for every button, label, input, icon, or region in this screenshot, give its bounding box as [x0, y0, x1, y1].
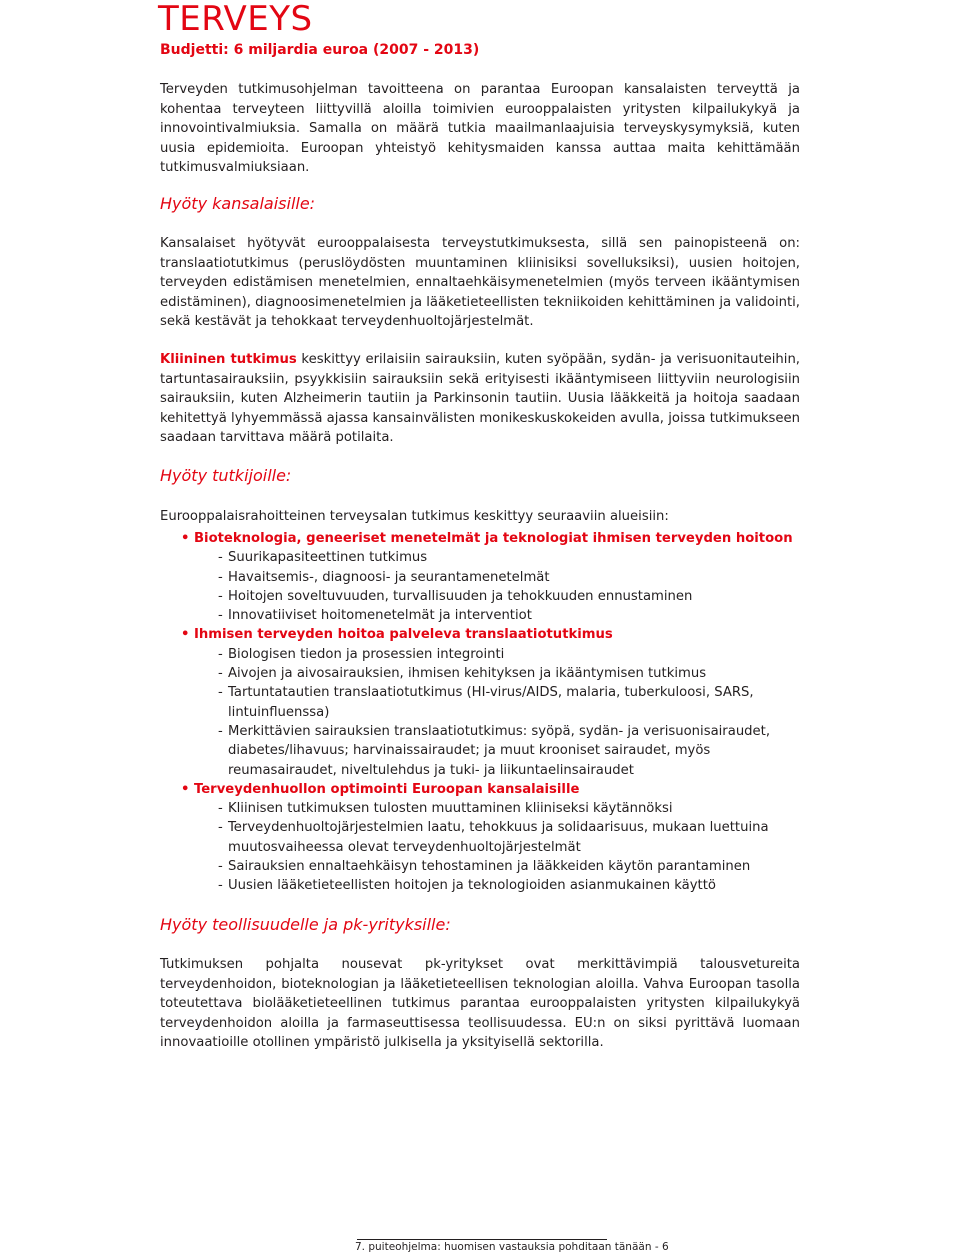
research-areas-list [160, 529, 800, 896]
citizens-paragraph: Kansalaiset hyötyvät eurooppalaisesta terveystutkimuksesta, sillä sen painopisteenä on: translaatiotutkimus (peruslöydösten muuntaminen kliinisiksi sovelluksiksi), uusien hoitojen, terveyden edistämisen menetelmien, ennaltaehkäisymenetelmien (myös terveen ikääntymisen edistäminen), diagnoosimenetelmien ja lääketieteellisten tekniikoiden kehittäminen ja validointi, sekä kestävät ja tehokkaat terveydenhuoltojärjestelmät. [160, 236, 800, 329]
list-item: - Uusien lääketieteellisten hoitojen ja teknologioiden asianmukainen käyttö [218, 876, 800, 895]
research-area [160, 780, 800, 896]
research-area-items [160, 799, 800, 895]
list-item: - Innovatiiviset hoitomenetelmät ja interventiot [218, 606, 800, 625]
list-item: - Aivojen ja aivosairauksien, ihmisen kehityksen ja ikääntymisen tutkimus [218, 664, 800, 683]
research-area [160, 625, 800, 779]
budget-subtitle: Budjetti: 6 miljardia euroa (2007 - 2013) [160, 42, 480, 58]
page-title: TERVEYS [158, 0, 313, 39]
list-item: - Havaitsemis-, diagnoosi- ja seurantamenetelmät [218, 568, 800, 587]
list-item: - Kliinisen tutkimuksen tulosten muuttaminen kliiniseksi käytännöksi [218, 799, 800, 818]
clinical-paragraph [160, 350, 800, 448]
list-item: - Biologisen tiedon ja prosessien integrointi [218, 645, 800, 664]
bullet-icon: • [181, 627, 190, 643]
list-item: - Terveydenhuoltojärjestelmien laatu, tehokkuus ja solidaarisuus, mukaan luettuina muutosvaiheessa olevat terveydenhuoltojärjestelmät [218, 818, 800, 857]
list-item: - Sairauksien ennaltaehkäisyn tehostaminen ja lääkkeiden käytön parantaminen [218, 857, 800, 876]
heading-researchers: Hyöty tutkijoille: [160, 466, 292, 485]
footer-rule [357, 1239, 607, 1240]
researchers-intro: Eurooppalaisrahoitteinen terveysalan tutkimus keskittyy seuraaviin alueisiin: [160, 509, 669, 524]
intro-paragraph: Terveyden tutkimusohjelman tavoitteena on parantaa Euroopan kansalaisten terveyttä ja kohentaa terveyteen liittyvillä aloilla toimivien eurooppalaisten yritysten kilpailukykyä ja innovointivalmiuksia. Samalla on määrä tutkia maailmanlaajuisia terveyskysymyksiä, kuten uusia epidemioita. Euroopan yhteistyö kehitysmaiden kanssa auttaa maita kehittämään tutkimusvalmiuksiaan. [160, 82, 800, 175]
list-item: - Suurikapasiteettinen tutkimus [218, 548, 800, 567]
bullet-icon: • [181, 781, 190, 797]
list-item: - Tartuntatautien translaatiotutkimus (HI-virus/AIDS, malaria, tuberkuloosi, SARS, lintuinfluenssa) [218, 683, 800, 722]
clinical-lead: Kliininen tutkimus [160, 352, 297, 367]
research-area-items [160, 645, 800, 780]
clinical-text: keskittyy erilaisiin sairauksiin, kuten syöpään, sydän- ja verisuonitauteihin, tartuntasairauksiin, psyykkisiin sairauksiin sekä erityisesti ikääntymiseen liittyviin neurologisiin sairauksiin, kuten Alzheimerin tautiin ja Parkinsonin tautiin. Uusia lääkkeitä ja hoitoja saadaan kehitettyä lyhyemmässä ajassa kansainvälisten monikeskuskokeiden avulla, joissa tutkimukseen saadaan tarvittava määrä potilaita. [160, 352, 800, 445]
heading-industry: Hyöty teollisuudelle ja pk-yrityksille: [160, 915, 451, 934]
bullet-icon: • [181, 531, 190, 546]
research-area-title: Bioteknologia, geneeriset menetelmät ja teknologiat ihmisen terveyden hoitoon [194, 531, 793, 546]
page-footer: 7. puiteohjelma: huomisen vastauksia pohditaan tänään - 6 [355, 1241, 669, 1253]
research-area-title: Ihmisen terveyden hoitoa palveleva translaatiotutkimus [194, 627, 613, 643]
list-item: - Hoitojen soveltuvuuden, turvallisuuden ja tehokkuuden ennustaminen [218, 587, 800, 606]
heading-citizens: Hyöty kansalaisille: [160, 194, 316, 213]
industry-paragraph: Tutkimuksen pohjalta nousevat pk-yritykset ovat merkittävimpiä talousvetureita terveydenhoidon, bioteknologian ja lääketieteellisen teknologian aloilla. Vahva Euroopan tasolla toteutettava biolääketieteellinen tutkimus parantaa eurooppalaisten yritysten kilpailukykyä terveydenhoidon aloilla ja farmaseuttisessa teollisuudessa. EU:n on siksi pyrittävä luomaan innovaatioille otollinen ympäristö julkisella ja yksityisellä sektorilla. [160, 957, 800, 1050]
research-area-items [160, 548, 800, 625]
research-area-title: Terveydenhuollon optimointi Euroopan kansalaisille [194, 781, 580, 797]
research-area [160, 529, 800, 625]
list-item: - Merkittävien sairauksien translaatiotutkimus: syöpä, sydän- ja verisuonisairaudet, diabetes/lihavuus; harvinaissairaudet; ja muut krooniset sairaudet, myös reumasairaudet, niveltulehdus ja tuki- ja liikuntaelinsairaudet [218, 722, 800, 780]
